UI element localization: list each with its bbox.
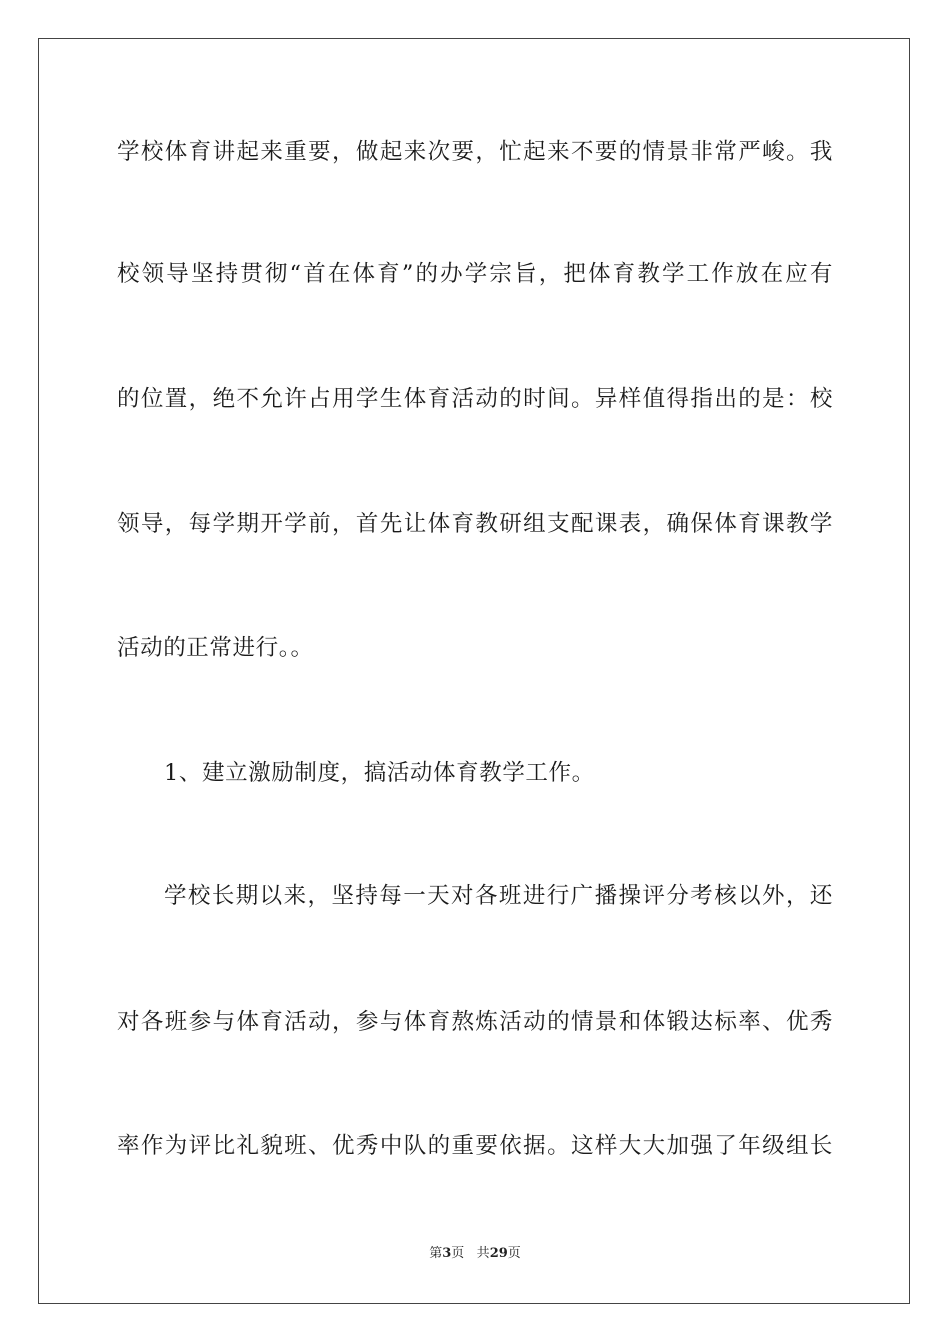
list-item-heading: 1、建立激励制度，搞活动体育教学工作。 [164, 760, 595, 786]
footer-total-suffix: 页 [507, 1246, 521, 1261]
footer-page-prefix: 第 [429, 1246, 443, 1261]
footer-total-pages: 29 [489, 1246, 508, 1261]
text-line-2: 校领导坚持贯彻“首在体育”的办学宗旨，把体育教学工作放在应有 [117, 261, 833, 287]
text-line-8: 对各班参与体育活动，参与体育熬炼活动的情景和体锻达标率、优秀 [117, 1009, 833, 1035]
page-footer [0, 1245, 950, 1263]
text-line-3: 的位置，绝不允许占用学生体育活动的时间。异样值得指出的是：校 [117, 386, 833, 412]
footer-total-prefix: 共 [476, 1246, 490, 1261]
text-line-4: 领导，每学期开学前，首先让体育教研组支配课表，确保体育课教学 [117, 511, 833, 537]
page-border [38, 38, 910, 1304]
footer-page-number: 3 [442, 1246, 452, 1261]
footer-page-suffix: 页 [451, 1246, 465, 1261]
text-line-5: 活动的正常进行。。 [117, 635, 314, 661]
text-line-1: 学校体育讲起来重要，做起来次要，忙起来不要的情景非常严峻。我 [117, 139, 833, 165]
text-line-9: 率作为评比礼貌班、优秀中队的重要依据。这样大大加强了年级组长 [117, 1133, 833, 1159]
paragraph-start-line: 学校长期以来，坚持每一天对各班进行广播操评分考核以外，还 [164, 883, 833, 909]
